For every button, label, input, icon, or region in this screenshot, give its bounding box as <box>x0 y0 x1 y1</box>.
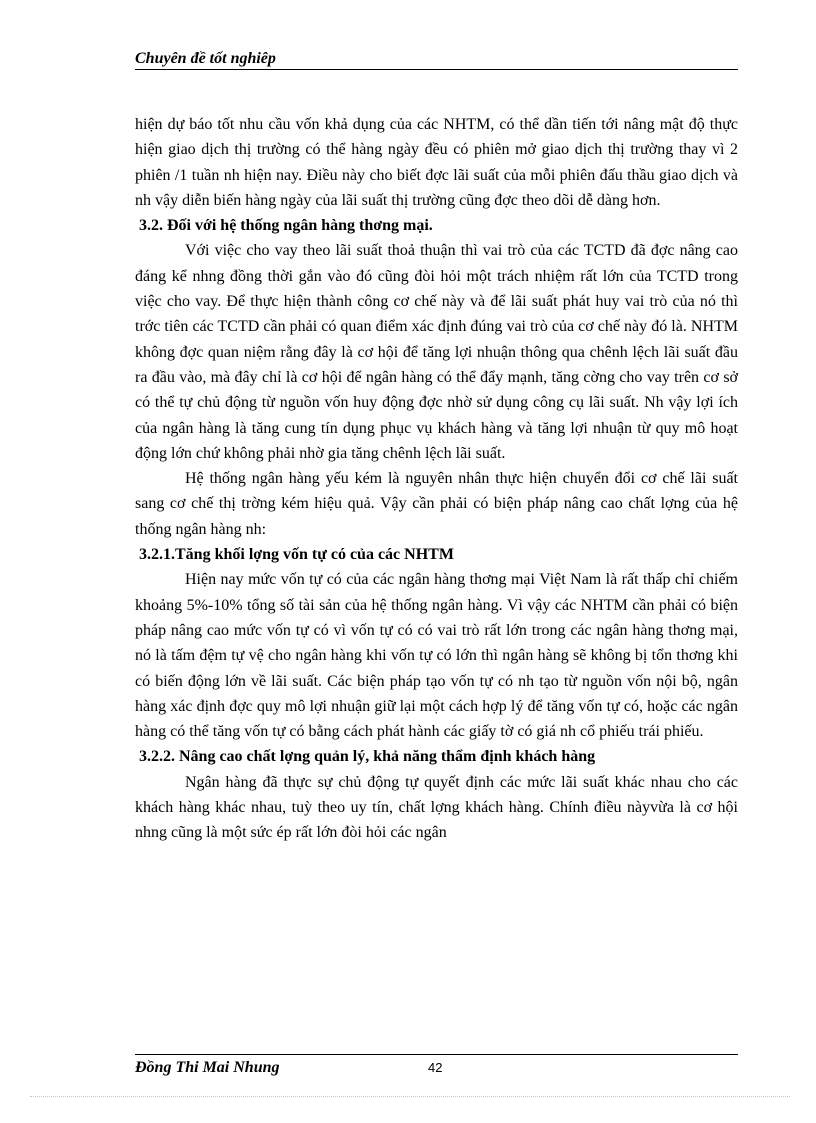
paragraph-4: Hiện nay mức vốn tự có của các ngân hàng thơng mại Việt Nam là rất thấp chỉ chiếm khoảng 5%-10% tổng số tài sản của hệ thống ngân hàng. Vì vậy các NHTM cần phải có biện pháp nâng cao mức vốn tự có vì vốn tự có có vai trò rất lớn trong các ngân hàng thơng mại, nó là tấm đệm tự vệ cho ngân hàng khi vốn tự có lớn thì ngân hàng sẽ không bị tổn thơng khi có biến động lớn về lãi suất. Các biện pháp tạo vốn tự có nh tạo từ nguồn vốn nội bộ, ngân hàng xác định đợc quy mô lợi nhuận giữ lại một cách hợp lý để tăng vốn tự có, hoặc các ngân hàng có thể tăng vốn tự có bằng cách phát hành các giấy tờ có giá nh cổ phiếu trái phiếu. <box>135 571 738 741</box>
page-bottom-dotted-border <box>30 1096 790 1097</box>
section-heading-3-2-2: 3.2.2. Nâng cao chất lợng quản lý, khả năng thẩm định khách hàng <box>139 748 596 766</box>
footer-rule <box>135 1054 738 1055</box>
header-rule <box>135 69 738 70</box>
paragraph-1: hiện dự báo tốt nhu cầu vốn khả dụng của các NHTM, có thể dần tiến tới nâng mật độ thực hiện giao dịch thị trường có thể hàng ngày đều có phiên mở giao dịch thị trường thay vì 2 phiên /1 tuần nh hiện nay. Điều này cho biết đợc lãi suất của mỗi phiên đấu thầu giao dịch và nh vậy diễn biến hàng ngày của lãi suất thị trường cũng đợc theo dõi dễ dàng hơn. <box>135 116 738 209</box>
page-number: 42 <box>428 1060 443 1075</box>
document-body <box>135 112 738 846</box>
paragraph-2: Với việc cho vay theo lãi suất thoả thuận thì vai trò của các TCTD đã đợc nâng cao đáng kể nhng đồng thời gắn vào đó cũng đòi hỏi một trách nhiệm rất lớn của TCTD trong việc cho vay. Để thực hiện thành công cơ chế này và để lãi suất phát huy vai trò của nó thì trớc tiên các TCTD cần phải có quan điểm xác định đúng vai trò của cơ chế này đó là. NHTM không đợc quan niệm rằng đây là cơ hội để tăng lợi nhuận thông qua chênh lệch lãi suất đầu ra đầu vào, mà đây chỉ là cơ hội để ngân hàng có thể đẩy mạnh, tăng cờng cho vay trên cơ sở có thể tự chủ động từ nguồn vốn huy động đợc nhờ sử dụng công cụ lãi suất. Nh vậy lợi ích của ngân hàng là tăng cung tín dụng phục vụ khách hàng và tăng lợi nhuận từ quy mô hoạt động lớn chứ không phải nhờ gia tăng chênh lệch lãi suất. <box>135 242 738 462</box>
paragraph-5: Ngân hàng đã thực sự chủ động tự quyết định các mức lãi suất khác nhau cho các khách hàng khác nhau, tuỳ theo uy tín, chất lợng khách hàng. Chính điều nàyvừa là cơ hội nhng cũng là một sức ép rất lớn đòi hỏi các ngân <box>135 773 738 842</box>
header-title: Chuyên đề tốt nghiêp <box>135 50 276 67</box>
paragraph-3: Hệ thống ngân hàng yếu kém là nguyên nhân thực hiện chuyển đổi cơ chế lãi suất sang cơ chế thị trờng kém hiệu quả. Vậy cần phải có biện pháp nâng cao chất lợng của hệ thống ngân hàng nh: <box>135 470 738 538</box>
footer-author: Đồng Thi Mai Nhung <box>135 1059 280 1076</box>
section-heading-3-2: 3.2. Đối với hệ thống ngân hàng thơng mại. <box>139 217 433 235</box>
section-heading-3-2-1: 3.2.1.Tăng khối lợng vốn tự có của các NHTM <box>139 546 454 564</box>
